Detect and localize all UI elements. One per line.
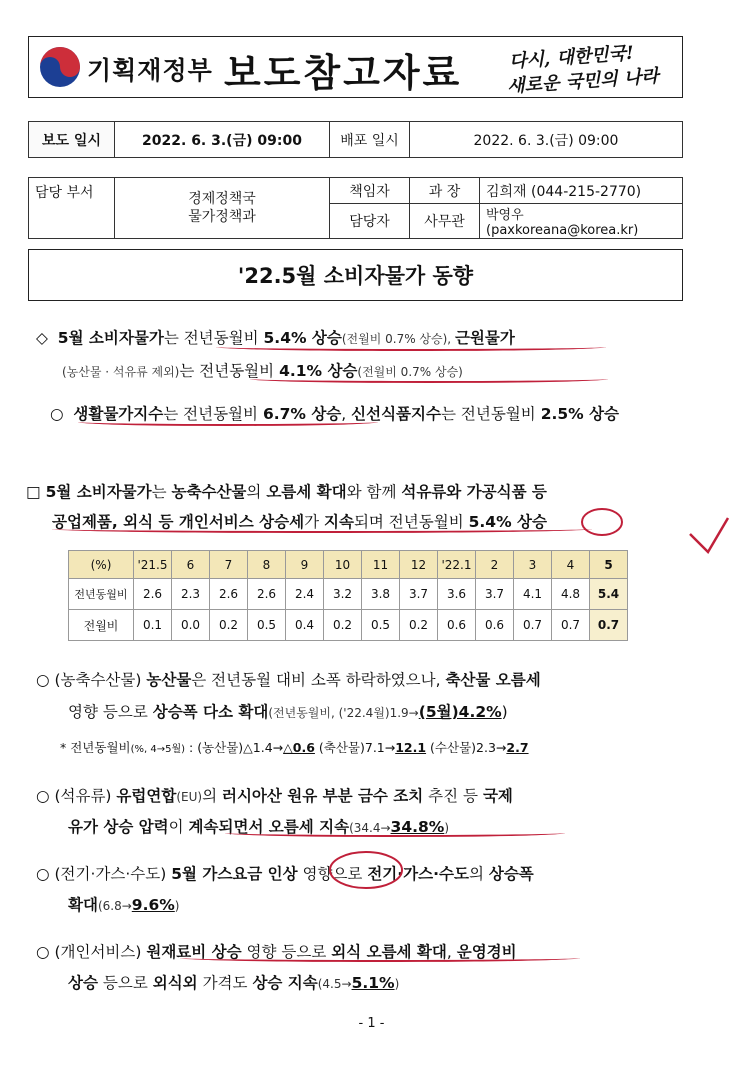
text: , [341,405,352,423]
table-header-cell: (%) [69,551,134,579]
agri-note [60,738,529,756]
text: 농축수산물 [171,483,247,501]
text: 계속되면서 오름세 지속 [188,818,350,836]
table-cell: 0.6 [438,610,476,641]
department-line-2: 물가정책과 [188,209,256,225]
table-cell: 3.8 [362,579,400,610]
text: * 전년동월비 [60,740,131,755]
circle-bullet: ○ [36,865,50,883]
head-name: 김희재 (044-215-2770) [480,178,683,204]
table-cell: 3.7 [476,579,514,610]
text: 2.7 [506,740,529,755]
distribution-value: 2022. 6. 3.(금) 09:00 [410,122,683,158]
oil-line-1 [36,784,513,806]
text: 는 전년동월비 [163,405,263,423]
table-header-cell: 10 [324,551,362,579]
text: 상승폭 [488,865,534,883]
distribution-label: 배포 일시 [330,122,410,158]
pen-underline [250,375,608,383]
text: 유가 상승 압력 [68,818,169,836]
table-cell: 2.6 [134,579,172,610]
text: (농축수산물) [54,671,147,689]
agri-line-2 [68,700,508,722]
staff-label: 담당자 [330,204,410,239]
title-box [28,249,683,301]
table-cell: 0.6 [476,610,514,641]
table-header-cell: 3 [514,551,552,579]
text: 확대 [68,896,98,914]
main-line-1 [26,480,547,502]
pen-underline [216,343,606,351]
text: 석유류와 가공식품 등 [401,483,547,501]
circle-bullet: ○ [36,943,50,961]
ministry-name: 기획재정부 [87,56,213,85]
text: 상승 [68,974,98,992]
table-row-label: 전년동월비 [69,579,134,610]
text: 의 [202,787,222,805]
document-type: 보도참고자료 [224,51,463,95]
text: 영향 등으로 [68,703,153,721]
table-cell: 4.1 [514,579,552,610]
staff-title: 사무관 [410,204,480,239]
text: (4.5→ [317,977,352,991]
table-cell: 0.7 [552,610,590,641]
department-line-1: 경제정책국 [188,191,256,207]
release-info-table [28,121,683,158]
text: (전월비 0.7% 상승), [341,332,455,346]
text: ) [444,821,450,835]
text: (5월)4.2% [418,703,502,721]
text: 6.7% 상승 [262,405,342,423]
text: 러시아산 원유 부분 금수 조치 [221,787,424,805]
slogan-line-1: 다시, 대한민국! [508,42,635,73]
text: (34.4→ [349,821,391,835]
text: (수산물)2.3→ [426,740,507,755]
text: 공업제품, 외식 등 개인서비스 상승세 [52,513,305,531]
table-header-cell: 4 [552,551,590,579]
text: 5.4% 상승 [263,329,342,347]
text: 추진 등 [423,787,483,805]
text: 4.1% 상승 [279,362,358,380]
service-line-2 [68,971,399,993]
table-cell: 0.2 [324,610,362,641]
text: 가 [304,513,324,531]
text: 전기·가스·수도 [367,865,469,883]
text: , [446,943,457,961]
text: 국제 [482,787,513,805]
release-value: 2022. 6. 3.(금) 09:00 [115,122,330,158]
table-header-cell: '21.5 [134,551,172,579]
table-header-cell: 12 [400,551,438,579]
release-label: 보도 일시 [29,122,115,158]
square-bullet: □ [26,483,41,501]
table-cell: 5.4 [590,579,628,610]
text: 이 [168,818,189,836]
table-cell: 4.8 [552,579,590,610]
text: 는 전년동월비 [179,362,280,380]
table-cell: 0.7 [590,610,628,641]
text: 2.5% 상승 [540,405,620,423]
text: 5월 가스요금 인상 [171,865,298,883]
text: (농산물 · 석유류 제외) [62,365,180,379]
text: (전기·가스·수도) [54,865,172,883]
text: (전년동월비, ('22.4월)1.9→ [268,706,419,720]
text: 영향으로 [297,865,368,883]
table-header-cell: '22.1 [438,551,476,579]
text: 는 전년동월비 [440,405,541,423]
text: 등으로 [97,974,153,992]
text: 원재료비 상승 [146,943,242,961]
table-header-cell: 11 [362,551,400,579]
table-header-cell: 2 [476,551,514,579]
table-row [69,610,628,641]
table-cell: 0.1 [134,610,172,641]
text: 5월 소비자물가 [57,329,164,347]
text: 상승 지속 [252,974,318,992]
text: 상승폭 다소 확대 [152,703,269,721]
circle-bullet: ○ [36,671,50,689]
department-table [28,177,683,239]
pen-underline [52,525,592,533]
press-header [28,36,683,98]
text: 운영경비 [456,943,517,961]
page-number: - 1 - [358,1016,385,1031]
text: 은 전년동월 대비 소폭 하락하였으나, [191,671,446,689]
text: : (농산물)△1.4→ [185,740,284,755]
text: ) [394,977,400,991]
head-label: 책임자 [330,178,410,204]
utility-line-2 [68,893,179,915]
text: 5.1% [351,974,395,992]
table-cell: 0.5 [362,610,400,641]
text: (개인서비스) [54,943,147,961]
text: 는 [151,483,172,501]
text: 오름세 확대 [266,483,347,501]
cpi-table [68,550,628,641]
text: 근원물가 [454,329,515,347]
table-header-cell: 7 [210,551,248,579]
text: ) [174,899,180,913]
text: (석유류) [54,787,117,805]
text: 의 [246,483,267,501]
text: (%, 4→5월) [130,744,186,755]
department-label: 담당 부서 [29,178,115,239]
text: ) [501,703,508,721]
table-cell: 0.7 [514,610,552,641]
pen-underline [225,829,565,837]
pen-circle-icon [326,848,406,892]
table-cell: 0.0 [172,610,210,641]
head-title: 과 장 [410,178,480,204]
text: 가격도 [197,974,253,992]
text: 생활물가지수 [73,405,164,423]
circle-bullet: ○ [50,405,64,423]
table-row-label: 전월비 [69,610,134,641]
table-cell: 0.2 [210,610,248,641]
utility-line-1 [36,862,534,884]
text: (전월비 0.7% 상승) [357,365,463,379]
text: 와 함께 [346,483,402,501]
text: 되며 전년동월비 [353,513,469,531]
text: 5.4% 상승 [468,513,547,531]
staff-name: 박영우 (paxkoreana@korea.kr) [480,204,683,239]
table-cell: 2.6 [248,579,286,610]
text: 영향 등으로 [241,943,332,961]
text: 외식 오름세 확대 [331,943,447,961]
government-logo-icon [39,46,81,88]
pen-underline [180,954,580,962]
text: 축산물 오름세 [445,671,541,689]
text: (EU) [176,790,203,804]
text: 신선식품지수 [351,405,441,423]
table-cell: 3.7 [400,579,438,610]
text: 12.1 [395,740,427,755]
text: 는 전년동월비 [163,329,264,347]
text: 지속 [323,513,354,531]
circle-bullet: ○ [36,787,50,805]
text: 유럽연합 [116,787,177,805]
text: 34.8% [390,818,445,836]
text: (6.8→ [97,899,132,913]
text: 의 [468,865,489,883]
slogan-line-2: 새로운 국민의 나라 [506,65,660,98]
table-header-row [69,551,628,579]
table-cell: 0.4 [286,610,324,641]
table-cell: 2.4 [286,579,324,610]
text: 외식외 [152,974,198,992]
text: △0.6 [283,740,315,755]
table-cell: 3.6 [438,579,476,610]
table-cell: 2.6 [210,579,248,610]
department-name [115,178,330,239]
pen-underline [78,418,378,426]
table-cell: 3.2 [324,579,362,610]
table-row [69,579,628,610]
table-header-cell: 6 [172,551,210,579]
table-cell: 0.5 [248,610,286,641]
text: 9.6% [131,896,175,914]
agri-line-1 [36,668,541,690]
table-cell: 2.3 [172,579,210,610]
text: (축산물)7.1→ [314,740,396,755]
table-header-cell: 8 [248,551,286,579]
table-header-cell: 5 [590,551,628,579]
text: 농산물 [146,671,192,689]
table-cell: 0.2 [400,610,438,641]
document-title: '22.5월 소비자물가 동향 [237,264,474,288]
table-header-cell: 9 [286,551,324,579]
diamond-bullet: ◇ [36,329,48,347]
text: 5월 소비자물가 [45,483,152,501]
